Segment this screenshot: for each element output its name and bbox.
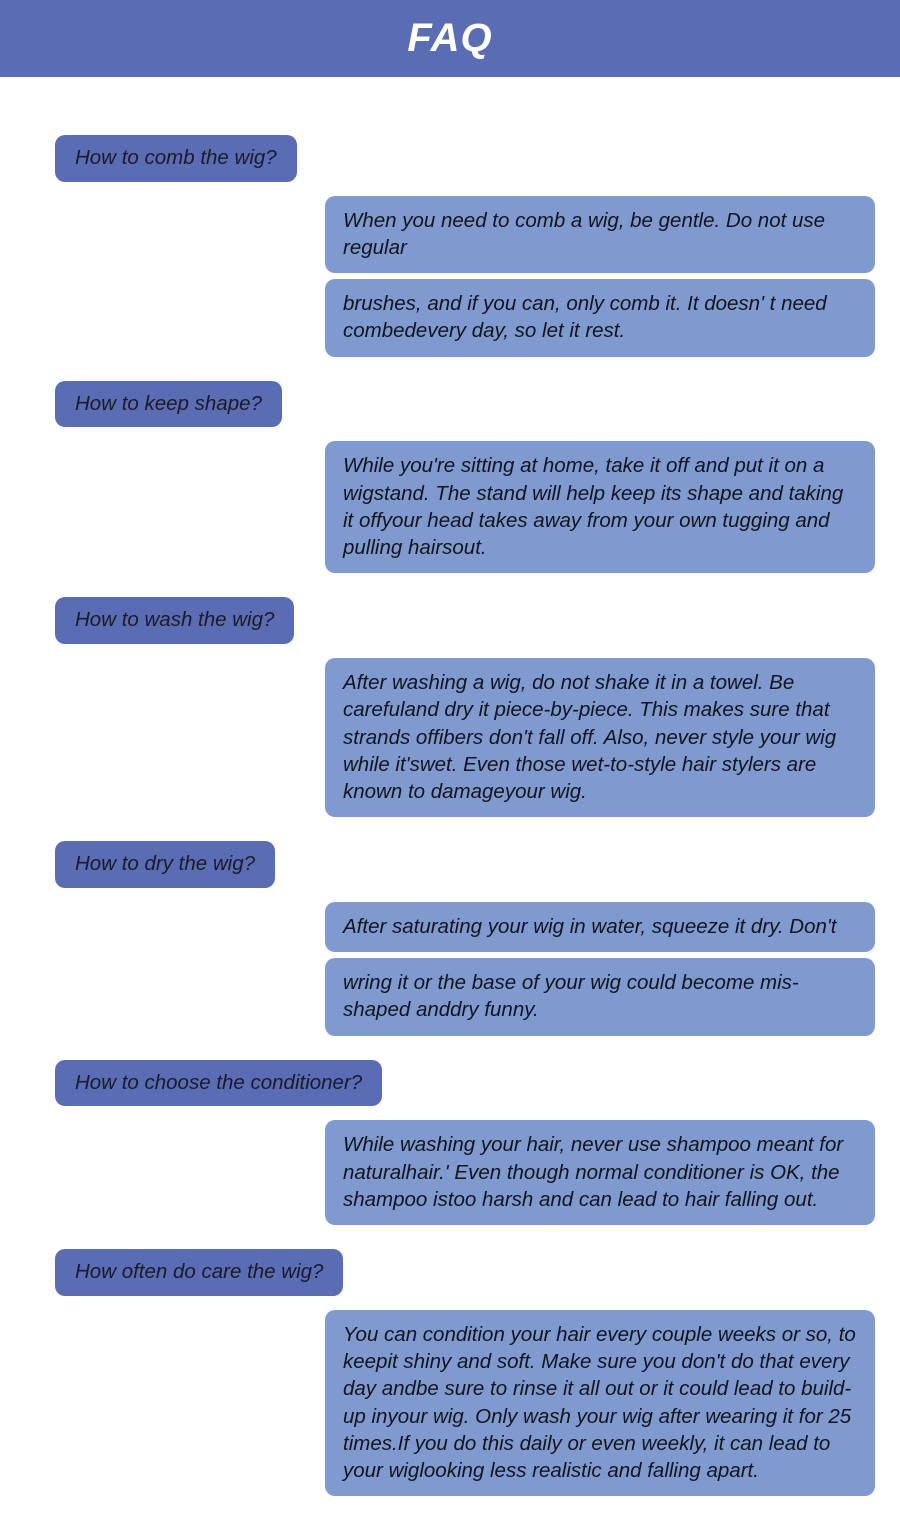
faq-list (0, 77, 900, 1496)
faq-answer: After washing a wig, do not shake it in a towel. Be carefuland dry it piece-by-piece. This makes sure that strands offibers don't fall off. Also, never style your wig while it'swet. Even those wet-to-style hair stylers are known to damageyour wig. (325, 658, 875, 817)
faq-item (0, 1042, 900, 1225)
faq-answer: You can condition your hair every couple weeks or so, to keepit shiny and soft. Make sure you don't do that every day andbe sure to rinse it all out or it could lead to build-up inyour wig. Only wash your wig after wearing it for 25 times.If you do this daily or even weekly, it can lead to your wiglooking less realistic and falling apart. (325, 1310, 875, 1497)
faq-item (0, 579, 900, 817)
faq-question: How often do care the wig? (55, 1249, 343, 1296)
faq-answer: After saturating your wig in water, squeeze it dry. Don't (325, 902, 875, 952)
faq-item (0, 1231, 900, 1496)
faq-answers (325, 1120, 875, 1225)
faq-question: How to comb the wig? (55, 135, 297, 182)
faq-answers (325, 196, 875, 357)
faq-answer: When you need to comb a wig, be gentle. Do not use regular (325, 196, 875, 274)
faq-item (0, 363, 900, 574)
faq-answer: wring it or the base of your wig could become mis-shaped anddry funny. (325, 958, 875, 1036)
faq-answers (325, 902, 875, 1036)
faq-question: How to wash the wig? (55, 597, 294, 644)
faq-answer: While you're sitting at home, take it off and put it on a wigstand. The stand will help keep its shape and taking it offyour head takes away from your own tugging and pulling hairsout. (325, 441, 875, 573)
faq-answers (325, 1310, 875, 1497)
page-title: FAQ (407, 16, 493, 60)
page-header (0, 0, 900, 77)
faq-question: How to keep shape? (55, 381, 282, 428)
faq-question: How to choose the conditioner? (55, 1060, 382, 1107)
faq-item (0, 823, 900, 1035)
faq-question: How to dry the wig? (55, 841, 275, 888)
faq-answer: While washing your hair, never use shampoo meant for naturalhair.' Even though normal conditioner is OK, the shampoo istoo harsh and can lead to hair falling out. (325, 1120, 875, 1225)
faq-answer: brushes, and if you can, only comb it. It doesn' t need combedevery day, so let it rest. (325, 279, 875, 357)
faq-item (0, 77, 900, 357)
faq-answers (325, 441, 875, 573)
faq-answers (325, 658, 875, 817)
